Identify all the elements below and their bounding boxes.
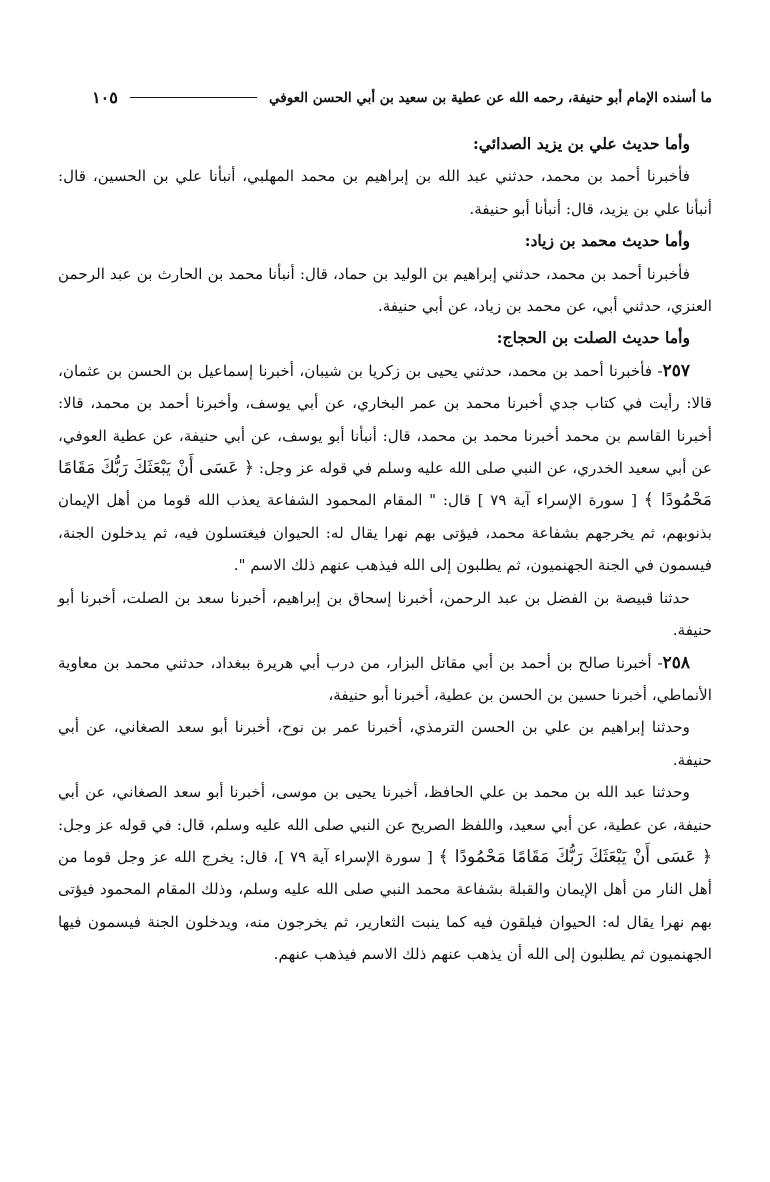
- quran-verse: ﴿ عَسَى أَنْ يَبْعَثَكَ رَبُّكَ مَقَامًا مَحْمُودًا ﴾: [438, 846, 712, 867]
- paragraph: فأخبرنا أحمد بن محمد، حدثني عبد الله بن إبراهيم بن محمد المهلبي، أنبأنا علي بن الحسين، قال: أنبأنا علي بن يزيد، قال: أنبأنا أبو حنيفة.: [58, 167, 712, 218]
- section-heading: وأما حديث علي بن يزيد الصدائي:: [473, 134, 690, 153]
- hadith-text-rest: [ سورة الإسراء آية ٧٩ ] قال: " المقام المحمود الشفاعة يعذب الله قوما من أهل الإيمان بذنوبهم، ثم يخرجهم بشفاعة محمد، فيؤتى بهم نهرا يقال له: الحيوان فيغتسلون فيه، ثم يدخلون الجنة، فيسمون في الجنة الجهنميون، ثم يطلبون إلى الله فيذهب عنهم ذلك الاسم ".: [58, 491, 712, 575]
- running-header: [92, 88, 712, 107]
- paragraph-text-rest: [ سورة الإسراء آية ٧٩ ]، قال: يخرج الله عز وجل قوما من أهل النار من أهل الإيمان والقبلة بشفاعة محمد النبي صلى الله عليه وسلم، وذلك المقام المحمود فيؤتى بهم نهرا يقال له: الحيوان فيلقون فيه كما ينبت الثعارير، ثم يخرجون منه، ويدخلون الجنة فيسمون فيها الجهنميون ثم يطلبون إلى الله أن يذهب عنهم ذلك الاسم فيذهب عنهم.: [58, 847, 712, 964]
- header-rule: [130, 97, 257, 98]
- hadith-text: - فأخبرنا أحمد بن محمد، حدثني يحيى بن زكريا بن شيبان، أخبرنا إسماعيل بن الحسن بن عثمان، قالا: رأيت في كتاب جدي أخبرنا محمد بن عمر البخاري، عن أبي يوسف، وأخبرنا أحمد بن محمد، قالا: أخبرنا القاسم بن محمد أخبرنا محمد بن محمد، قال: أنبأنا أبو يوسف، عن أبي حنيفة، عن عطية العوفي، عن أبي سعيد الخدري، عن النبي صلى الله عليه وسلم في قوله عز وجل:: [58, 361, 713, 478]
- paragraph-with-verse: [58, 776, 712, 970]
- hadith-number: ٢٥٨: [662, 652, 690, 673]
- page-body: [58, 128, 712, 971]
- paragraph: وحدثنا إبراهيم بن علي بن الحسن الترمذي، أخبرنا عمر بن نوح، أخبرنا أبو سعد الصغاني، عن أبي حنيفة.: [58, 718, 712, 769]
- hadith-number: ٢٥٧: [662, 360, 690, 381]
- paragraph: فأخبرنا أحمد بن محمد، حدثني إبراهيم بن الوليد بن حماد، قال: أنبأنا محمد بن الحارث بن عبد الرحمن العنزي، حدثني أبي، عن محمد بن زياد، عن أبي حنيفة.: [58, 264, 712, 316]
- section-heading: وأما حديث محمد بن زياد:: [524, 231, 690, 251]
- paragraph-text: وحدثنا عبد الله بن محمد بن علي الحافظ، أخبرنا يحيى بن موسى، أخبرنا أبو سعد الصغاني، عن أبي حنيفة، عن عطية، عن أبي سعيد، واللفظ الصريح عن النبي صلى الله عليه وسلم، قال: في قوله عز وجل:: [58, 783, 712, 834]
- header-title: ما أسنده الإمام أبو حنيفة، رحمه الله عن عطية بن سعيد بن أبي الحسن العوفي: [268, 89, 712, 106]
- paragraph: حدثنا قبيصة بن الفضل بن عبد الرحمن، أخبرنا إسحاق بن إبراهيم، أخبرنا سعد بن الصلت، أخبرنا أبو حنيفة.: [58, 588, 712, 640]
- section-heading: وأما حديث الصلت بن الحجاج:: [496, 328, 690, 348]
- quran-verse: ﴿ عَسَى أَنْ يَبْعَثَكَ رَبُّكَ مَقَامًا مَحْمُودًا ﴾: [58, 458, 713, 511]
- page-number: ١٠٥: [92, 88, 118, 107]
- hadith-257: [58, 355, 712, 582]
- hadith-258: [58, 647, 712, 712]
- hadith-text: - أخبرنا صالح بن أحمد بن أبي مقاتل البزار، من درب أبي هريرة ببغداد، حدثني محمد بن معاوية الأنماطي، أخبرنا حسين بن الحسن بن عطية، أخبرنا أبو حنيفة،: [58, 653, 712, 704]
